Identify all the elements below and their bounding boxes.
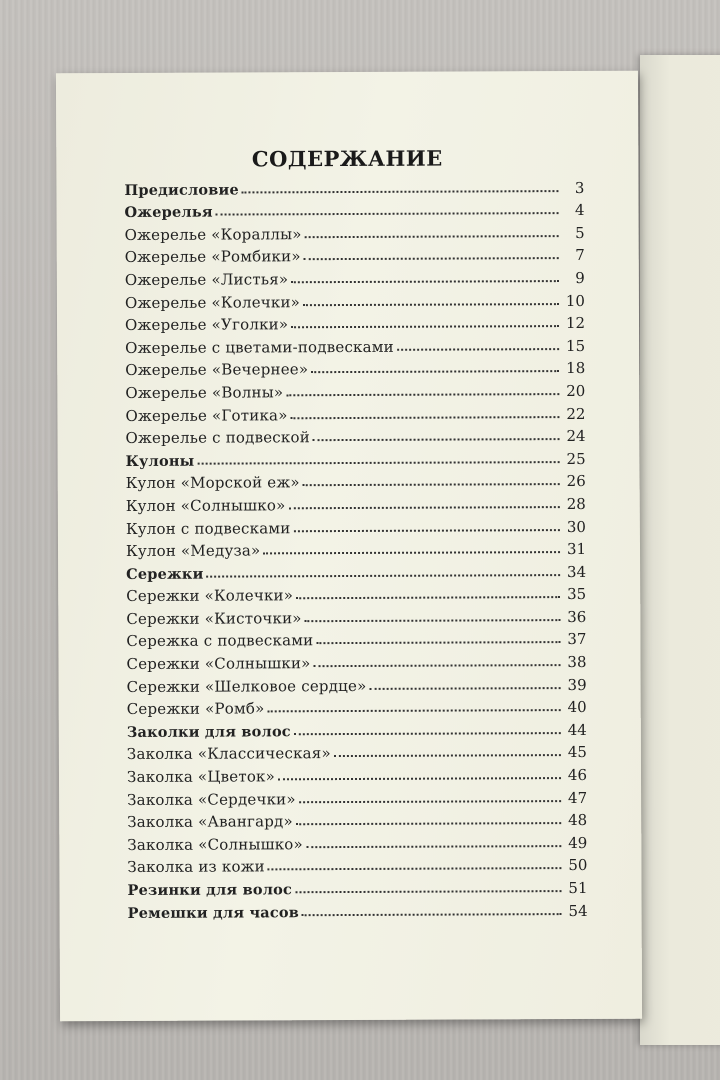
toc-entry-label: Заколка «Авангард» [127,812,293,832]
toc-entry-label: Ожерелье «Кораллы» [124,224,302,244]
toc-entry [125,310,585,335]
toc-page-number: 12 [565,314,586,333]
toc-entry [127,784,587,809]
toc-section-entry [127,716,587,741]
dot-leader [397,348,559,351]
toc-entry-label: Резинки для волос [127,881,293,899]
toc-entry-label: Кулон «Медуза» [125,541,261,561]
toc-entry-label: Кулон «Морской еж» [125,473,300,493]
dot-leader [302,913,562,916]
toc-section-entry [124,174,584,199]
toc-entry-label: Кулон с подвесками [125,518,291,538]
toc-page-number: 40 [567,698,587,717]
dot-leader [295,890,561,893]
dot-leader [286,393,559,396]
toc-entry [127,671,587,696]
toc-entry [127,739,587,764]
dot-leader [314,664,561,667]
toc-page-number: 49 [568,833,588,852]
toc-entry-label: Заколка «Классическая» [126,744,331,764]
toc-entry [127,829,587,854]
toc-entry [126,648,586,673]
toc-page-number: 26 [566,472,586,491]
toc-page-number: 24 [566,427,586,446]
toc-page-number: 54 [568,901,588,920]
toc-entry-label: Кулоны [125,452,195,470]
toc-page-number: 48 [568,811,588,830]
dot-leader [296,596,560,599]
toc-page-number: 30 [566,517,586,536]
toc-page-number: 3 [574,178,585,197]
dot-leader [291,416,560,419]
toc-entry-label: Заколка «Цветок» [126,767,276,787]
toc-entry-label: Заколка «Солнышко» [127,835,303,854]
toc-entry [126,626,586,651]
toc-entry-label: Сережки [126,565,204,583]
dot-leader [316,642,560,645]
dot-leader [299,800,561,803]
toc-page-number: 39 [567,675,587,694]
toc-page-number: 4 [574,201,585,220]
toc-entry-label: Заколки для волос [126,723,291,741]
toc-entry-label: Сережки «Колечки» [126,586,294,606]
toc-entry-label: Ожерелье «Листья» [124,270,289,289]
toc-section-entry [126,445,586,470]
toc-page-number: 15 [565,336,586,355]
toc-entry [125,242,585,267]
toc-page-number: 18 [566,359,586,378]
toc-page-number: 47 [567,788,588,807]
toc-entry-label: Ожерелье «Готика» [125,405,288,425]
toc-entry-label: Кулон «Солнышко» [125,496,286,515]
dot-leader [197,461,559,465]
toc-page-number: 37 [567,630,587,649]
toc-entry-label: Сережки «Кисточки» [126,609,302,628]
toc-entry-label: Ожерелье с цветами-подвесками [125,337,394,357]
dot-leader [291,325,559,328]
toc-page-number: 25 [566,449,586,468]
dot-leader [334,755,561,758]
toc-entry-label: Заколка из кожи [127,857,265,877]
dot-leader [305,619,561,622]
dot-leader [296,822,561,825]
toc-entry-label: Предисловие [124,181,239,199]
toc-entry-label: Ремешки для часов [127,903,300,922]
toc-entry [127,852,587,877]
toc-entry [125,355,585,380]
book-page [56,71,642,1022]
toc-entry [125,332,585,357]
dot-leader [306,845,561,848]
toc-entry-label: Сережки «Ромб» [126,699,265,719]
dot-leader [369,687,560,690]
toc-entry-label: Ожерелье «Ромбики» [124,247,301,267]
toc-entry-label: Ожерелье с подвеской [125,428,310,448]
toc-page-number: 50 [568,856,588,875]
toc-entry [127,694,587,719]
toc-entry [125,287,585,312]
toc-page-number: 38 [567,653,587,672]
toc-entry [126,581,586,606]
page-title: СОДЕРЖАНИЕ [251,145,443,172]
toc-page-number: 10 [565,291,585,310]
dot-leader [267,709,560,712]
toc-entry-label: Ожерелье «Вечернее» [125,360,309,380]
dot-leader [303,483,560,486]
toc-page-number: 28 [566,494,586,513]
dot-leader [304,257,559,260]
toc-page-number: 46 [567,765,588,785]
toc-entry [125,264,585,289]
toc-section-entry [128,897,588,922]
toc-entry [126,603,586,628]
toc-entry [126,468,586,493]
dot-leader [207,574,561,578]
dot-leader [313,438,560,441]
toc-entry-label: Ожерелье «Уголки» [124,315,289,335]
toc-page-number: 5 [575,223,585,242]
toc-page-number: 9 [575,268,585,287]
toc-entry-label: Ожерелье «Волны» [125,383,284,402]
toc-entry-label: Ожерелье «Колечки» [124,292,301,312]
dot-leader [294,732,561,735]
dot-leader [288,506,559,509]
toc-section-entry [124,197,584,222]
dot-leader [305,235,559,238]
toc-page-number: 36 [567,607,587,626]
facing-page [640,55,720,1045]
toc-page-number: 35 [567,585,587,604]
dot-leader [268,867,562,870]
toc-entry-label: Сережки «Солнышки» [126,654,311,674]
toc-entry [125,400,585,425]
toc-page-number: 51 [568,878,588,898]
toc-page-number: 44 [567,720,587,739]
toc-entry [125,219,585,244]
toc-section-entry [127,874,587,899]
toc-entry [126,490,586,515]
toc-section-entry [126,558,586,583]
toc-entry [125,377,585,402]
dot-leader [303,303,559,306]
toc-page-number: 22 [566,404,586,423]
toc-page-number: 31 [566,540,587,559]
dot-leader [293,529,560,532]
toc-page-number: 34 [566,562,587,581]
toc-entry [126,513,586,538]
table-of-contents [124,174,587,922]
toc-entry [126,535,586,560]
dot-leader [311,370,559,373]
toc-page-number: 20 [566,381,586,400]
toc-entry [127,761,587,786]
dot-leader [278,777,561,780]
toc-page-number: 7 [575,246,585,265]
toc-entry-label: Сережки «Шелковое сердце» [126,676,367,696]
dot-leader [263,551,560,554]
toc-page-number: 45 [567,743,587,762]
dot-leader [216,212,559,215]
toc-entry-label: Сережка с подвесками [126,631,314,651]
dot-leader [291,280,559,283]
dot-leader [242,190,559,193]
toc-entry [127,807,587,832]
toc-entry-label: Ожерелья [124,203,213,222]
toc-entry-label: Заколка «Сердечки» [127,789,296,809]
toc-entry [125,422,585,447]
